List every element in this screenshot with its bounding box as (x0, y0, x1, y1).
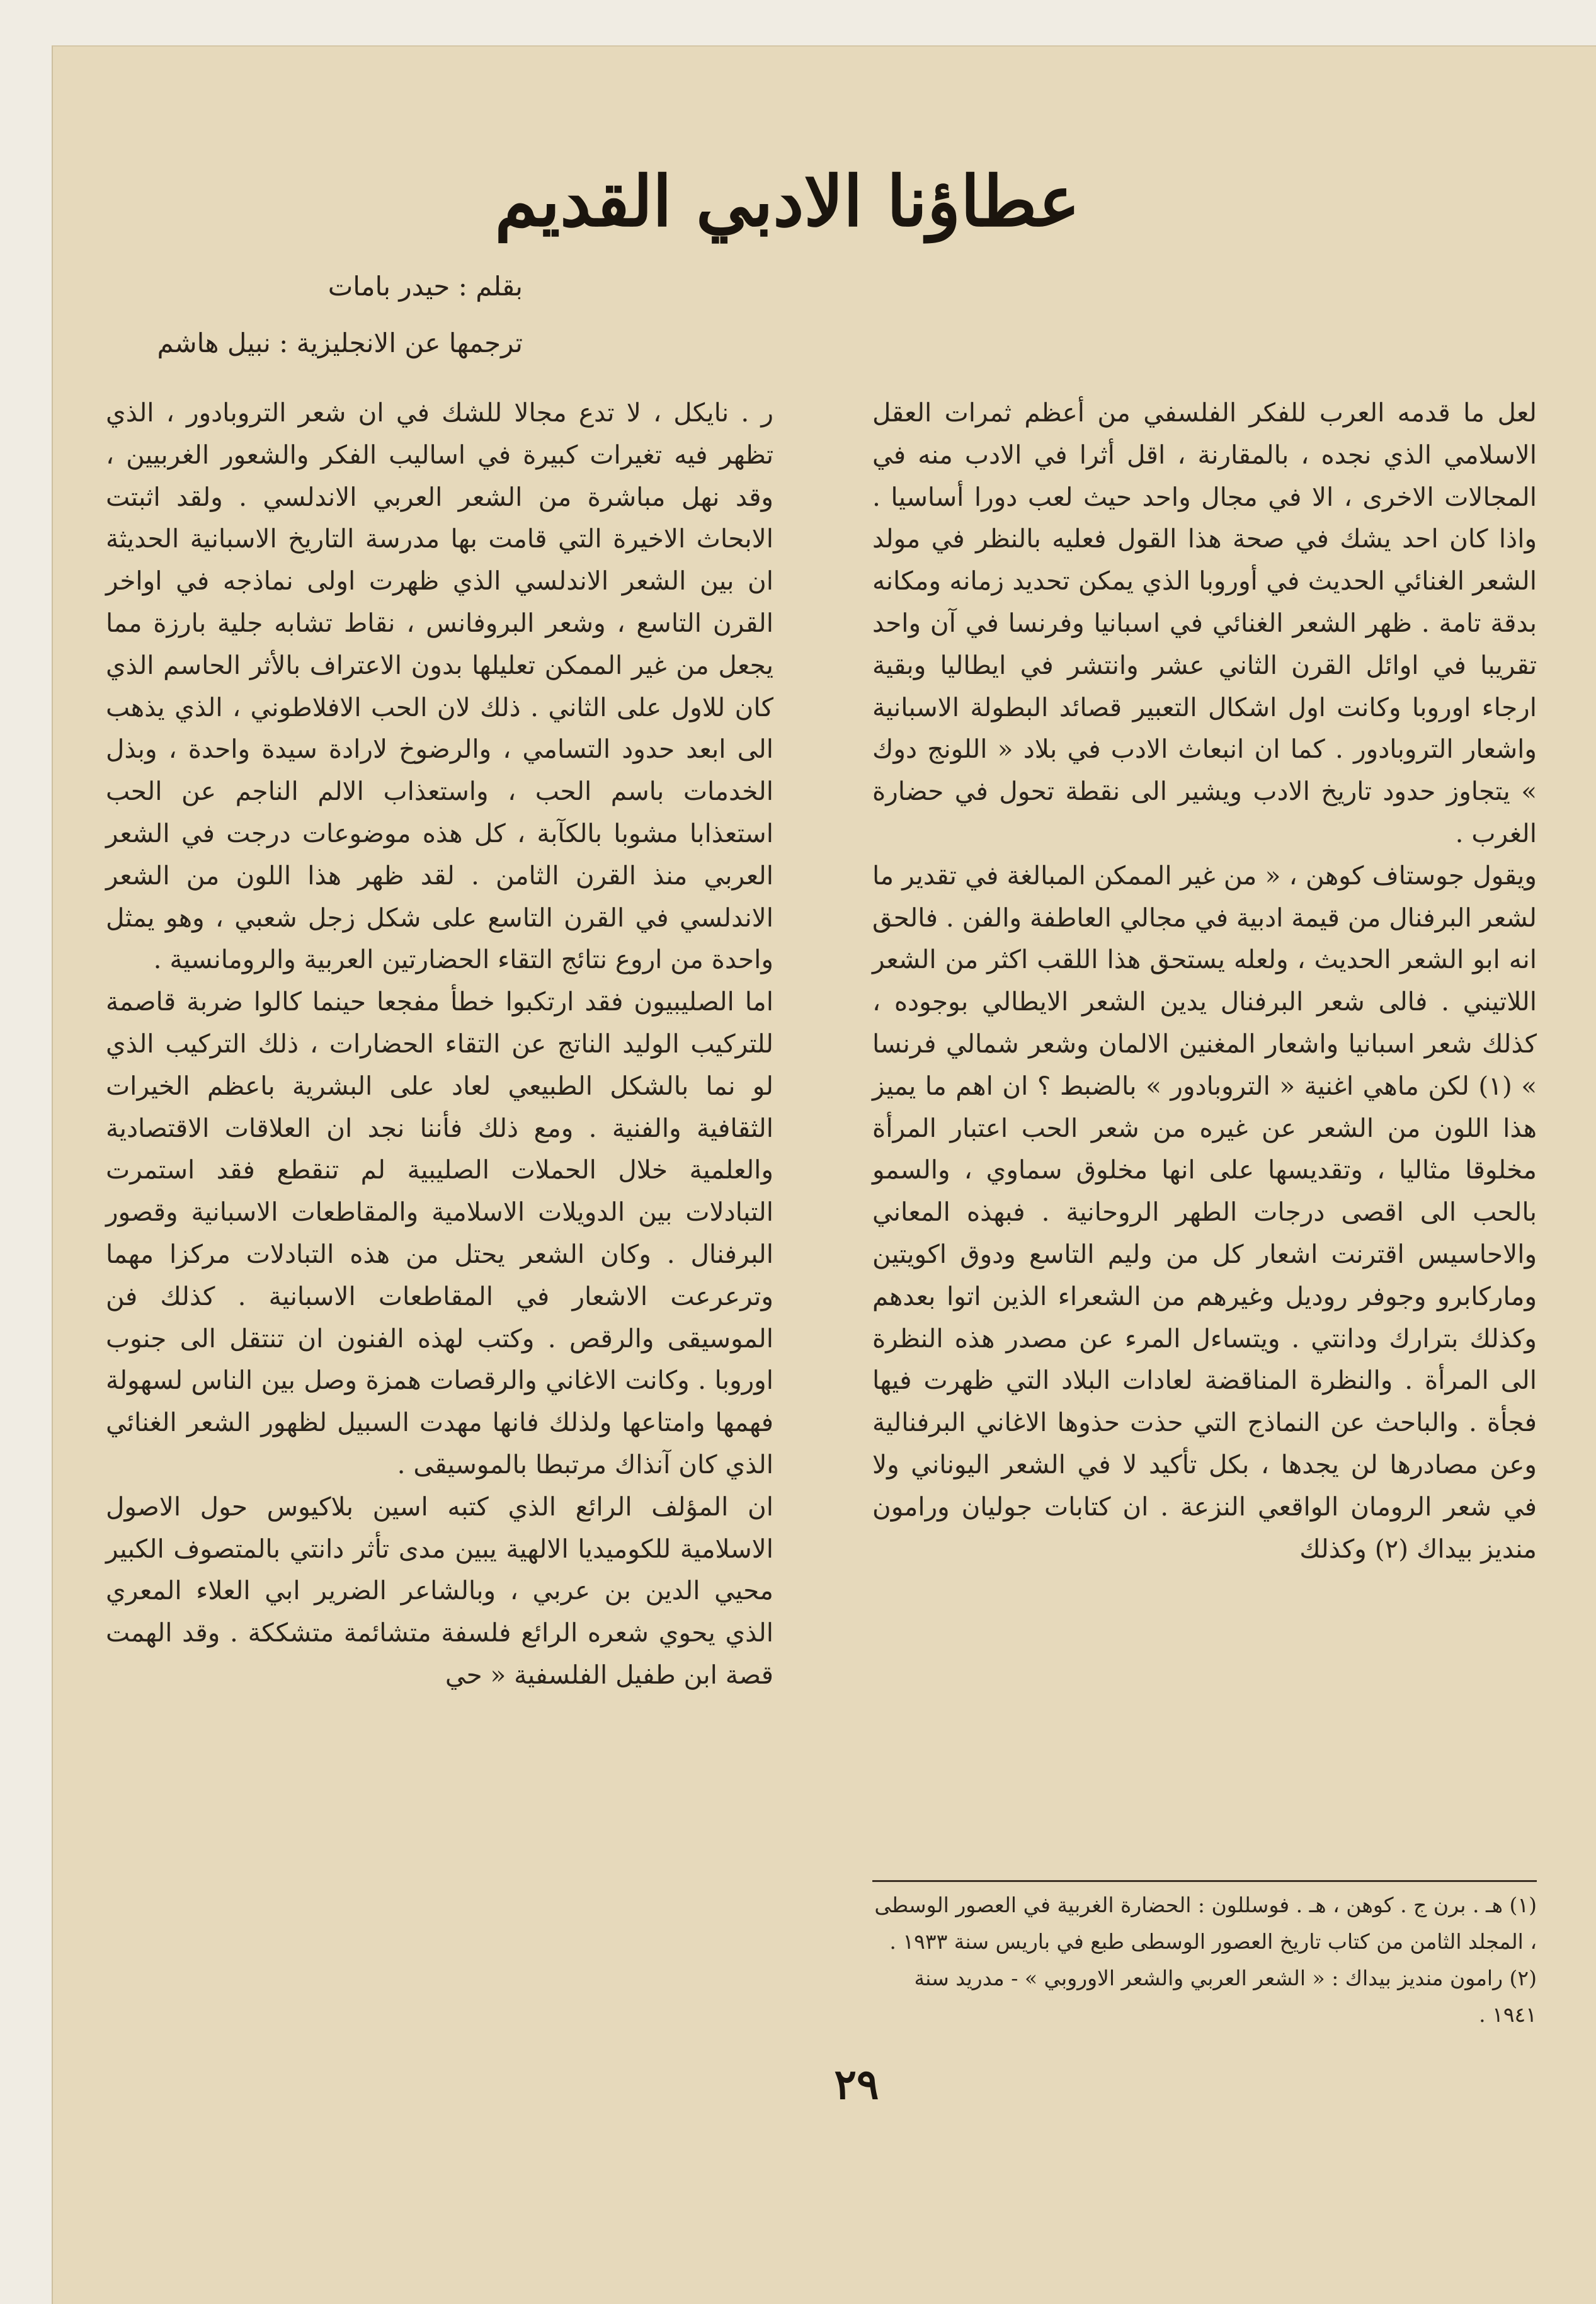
author-byline: بقلم : حيدر بامات (328, 271, 523, 302)
page-number: ٢٩ (834, 2060, 879, 2109)
footnote: (٢) رامون منديز بيداك : « الشعر العربي والشعر الاوروبي » - مدريد سنة ١٩٤١ . (914, 1966, 1537, 2027)
article-title: عطاؤنا الادبي القديم (494, 161, 1080, 242)
paragraph: ان المؤلف الرائع الذي كتبه اسين بلاكيوس حول الاصول الاسلامية للكوميديا الالهية يبين مدى تأثر دانتي بالمتصوف الكبير محيي الدين بن عربي ، وبالشاعر الضرير ابي العلاء المعري الذي يحوي شعره الرائع فلسفة متشائمة متشككة . وقد الهمت قصة ابن طفيل الفلسفية « حي (106, 1491, 773, 1690)
paragraph: ر . نايكل ، لا تدع مجالا للشك في ان شعر التروبادور ، الذي تظهر فيه تغيرات كبيرة في اساليب الفكر والشعور الغربيين ، وقد نهل مباشرة من الشعر العربي الاندلسي . ولقد اثبتت الابحاث الاخيرة التي قامت بها مدرسة التاريخ الاسبانية الحديثة ان بين الشعر الاندلسي الذي ظهرت اولى نماذجه في اواخر القرن التاسع ، وشعر البروفانس ، نقاط تشابه جلية بارزة مما يجعل من غير الممكن تعليلها بدون الاعتراف بالأثر الحاسم الذي كان للاول على الثاني . ذلك لان الحب الافلاطوني ، الذي يذهب الى ابعد حدود التسامي ، والرضوخ لارادة سيدة واحدة ، وبذل الخدمات باسم الحب ، واستعذاب الالم الناجم عن الحب استعذابا مشوبا بالكآبة ، كل هذه موضوعات درجت في الشعر العربي منذ القرن الثامن . لقد ظهر هذا اللون من الشعر الاندلسي في القرن التاسع على شكل زجل شعبي ، وهو يمثل واحدة من اروع نتائج التقاء الحضارتين العربية والرومانسية . (106, 397, 773, 975)
left-column (106, 392, 773, 1696)
footnote: (١) هـ . برن ج . كوهن ، هـ . فوسللون : الحضارة الغربية في العصور الوسطى ، المجلد الثامن من كتاب تاريخ العصور الوسطى طبع في باريس سنة ١٩٣٣ . (874, 1893, 1537, 1954)
paragraph: ويقول جوستاف كوهن ، « من غير الممكن المبالغة في تقدير ما لشعر البرفنال من قيمة ادبية في مجالي العاطفة والفن . فالحق انه ابو الشعر الحديث ، ولعله يستحق هذا اللقب اكثر من الشعر اللاتيني . فالى شعر البرفنال يدين الشعر الايطالي بوجوده ، كذلك شعر اسبانيا واشعار المغنين الالمان وشعر شمالي فرنسا » (١) لكن ماهي اغنية « التروبادور » بالضبط ؟ ان اهم ما يميز هذا اللون من الشعر عن غيره من شعر الحب اعتبار المرأة مخلوقا مثاليا ، وتقديسها على انها مخلوق سماوي ، والسمو بالحب الى اقصى درجات الطهر الروحانية . فبهذه المعاني والاحاسيس اقترنت اشعار كل من وليم التاسع ودوق اكويتين وماركابرو وجوفر روديل وغيرهم من الشعراء الذين اتوا بعدهم وكذلك بترارك ودانتي . ويتساءل المرء عن مصدر هذه النظرة الى المرأة . والنظرة المناقضة لعادات البلاد التي ظهرت فيها فجأة . والباحث عن النماذج التي حذت حذوها الاغاني البرفنالية وعن مصادرها لن يجدها ، بكل تأكيد لا في الشعر اليوناني ولا في شعر الرومان الواقعي النزعة . ان كتابات جوليان ورامون منديز بيداك (٢) وكذلك (872, 860, 1537, 1564)
paragraph: لعل ما قدمه العرب للفكر الفلسفي من أعظم ثمرات العقل الاسلامي الذي نجده ، بالمقارنة ، اقل أثرا في الادب منه في المجالات الاخرى ، الا في مجال واحد حيث لعب دورا أساسيا . واذا كان احد يشك في صحة هذا القول فعليه بالنظر في مولد الشعر الغنائي الحديث في أوروبا الذي يمكن تحديد زمانه ومكانه بدقة تامة . ظهر الشعر الغنائي في اسبانيا وفرنسا في آن واحد تقريبا في اوائل القرن الثاني عشر وانتشر في ايطاليا وبقية ارجاء اوروبا وكانت اول اشكال التعبير قصائد البطولة الاسبانية واشعار التروبادور . كما ان انبعاث الادب في بلاد « اللونج دوك » يتجاوز حدود تاريخ الادب ويشير الى نقطة تحول في حضارة الغرب . (872, 397, 1537, 848)
paragraph: اما الصليبيون فقد ارتكبوا خطأ مفجعا حينما كالوا ضربة قاصمة للتركيب الوليد الناتج عن التقاء الحضارات ، ذلك التركيب الذي لو نما بالشكل الطبيعي لعاد على البشرية باعظم الخيرات الثقافية والفنية . ومع ذلك فأننا نجد ان العلاقات الاقتصادية والعلمية خلال الحملات الصليبية لم تنقطع فقد استمرت التبادلات بين الدويلات الاسلامية والمقاطعات الاسبانية وقصور البرفنال . وكان الشعر يحتل من هذه التبادلات مركزا مهما وترعرعت الاشعار في المقاطعات الاسبانية . كذلك فن الموسيقى والرقص . وكتب لهذه الفنون ان تنتقل الى جنوب اوروبا . وكانت الاغاني والرقصات همزة وصل بين الناس لسهولة فهمها وامتاعها ولذلك فانها مهدت السبيل لظهور الشعر الغنائي الذي كان آنذاك مرتبطا بالموسيقى . (106, 986, 773, 1480)
footnotes (872, 1880, 1537, 2033)
right-column (872, 392, 1537, 1570)
translator-credit: ترجمها عن الانجليزية : نبيل هاشم (157, 328, 523, 358)
